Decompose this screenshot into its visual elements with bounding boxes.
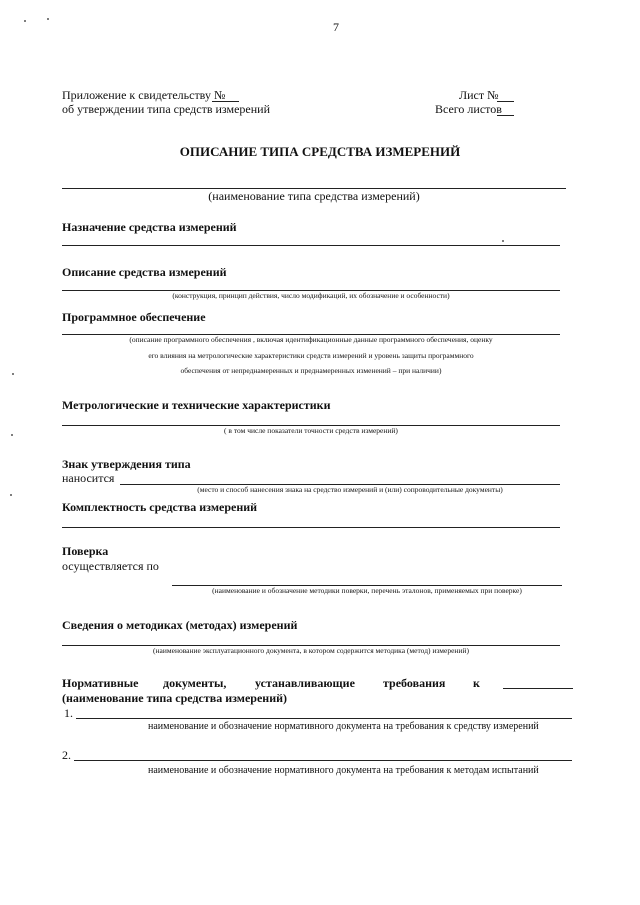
normative-word-3: устанавливающие <box>255 676 355 690</box>
scan-speck <box>10 494 12 496</box>
software-hint-line-2: его влияния на метрологические характеристики средств измерений и уровень защиты программного <box>148 351 474 360</box>
metrological-hint: ( в том числе показатели точности средств измерений) <box>224 426 398 435</box>
methods-heading: Сведения о методиках (методах) измерений <box>62 618 298 632</box>
description-heading: Описание средства измерений <box>62 265 227 279</box>
normative-item-1-hint: наименование и обозначение нормативного документа на требования к средству измерений <box>148 721 539 732</box>
total-sheets-label: Всего листов <box>435 102 502 116</box>
instrument-name-caption: (наименование типа средства измерений) <box>208 189 420 203</box>
scan-speck <box>47 18 49 20</box>
scan-speck <box>12 373 14 375</box>
software-hint-line-3: обеспечения от непреднамеренных и преднамеренных изменений – при наличии) <box>180 366 442 375</box>
scan-speck <box>11 434 13 436</box>
page-title: ОПИСАНИЕ ТИПА СРЕДСТВА ИЗМЕРЕНИЙ <box>179 144 461 159</box>
normative-item-2-line <box>74 760 572 761</box>
normative-item-2-number: 2. <box>62 748 71 762</box>
total-sheets-blank <box>497 115 514 116</box>
verification-done-label: осуществляется по <box>62 559 159 573</box>
methods-hint: (наименование эксплуатационного документа, в котором содержится методика (метод) измерений) <box>153 646 469 655</box>
approval-sign-applied-label: наносится <box>62 471 115 485</box>
normative-word-2: документы, <box>163 676 227 690</box>
software-hint-line-1: (описание программного обеспечения , включая идентификационные данные программного обеспечения, оценку <box>129 335 493 344</box>
software-heading: Программное обеспечение <box>62 310 206 324</box>
certificate-appendix-label: Приложение к свидетельству № <box>62 88 226 102</box>
normative-item-1-number: 1. <box>64 706 73 720</box>
completeness-heading: Комплектность средства измерений <box>62 500 258 514</box>
page-number: 7 <box>333 20 339 34</box>
normative-word-4: требования <box>383 676 446 690</box>
metrological-heading: Метрологические и технические характеристики <box>62 398 331 412</box>
purpose-line <box>62 245 560 246</box>
description-hint: (конструкция, принцип действия, число модификаций, их обозначение и особенности) <box>172 291 450 300</box>
type-approval-label: об утверждении типа средств измерений <box>62 102 271 116</box>
completeness-line <box>62 527 560 528</box>
approval-sign-hint: (место и способ нанесения знака на средство измерений и (или) сопроводительные документы) <box>197 485 503 494</box>
normative-type-blank <box>503 688 573 689</box>
scan-speck <box>502 240 504 242</box>
approval-sign-heading: Знак утверждения типа <box>62 457 191 471</box>
scan-speck <box>24 20 26 22</box>
verification-hint: (наименование и обозначение методики поверки, перечень эталонов, применяемых при поверке) <box>212 586 522 595</box>
normative-item-1-line <box>76 718 572 719</box>
normative-word-1: Нормативные <box>62 676 139 690</box>
verification-heading: Поверка <box>62 544 109 558</box>
purpose-heading: Назначение средства измерений <box>62 220 237 234</box>
normative-word-5: к <box>473 676 480 690</box>
normative-type-caption: (наименование типа средства измерений) <box>62 691 288 705</box>
normative-item-2-hint: наименование и обозначение нормативного документа на требования к методам испытаний <box>148 765 539 776</box>
sheet-number-label: Лист № <box>459 88 499 102</box>
